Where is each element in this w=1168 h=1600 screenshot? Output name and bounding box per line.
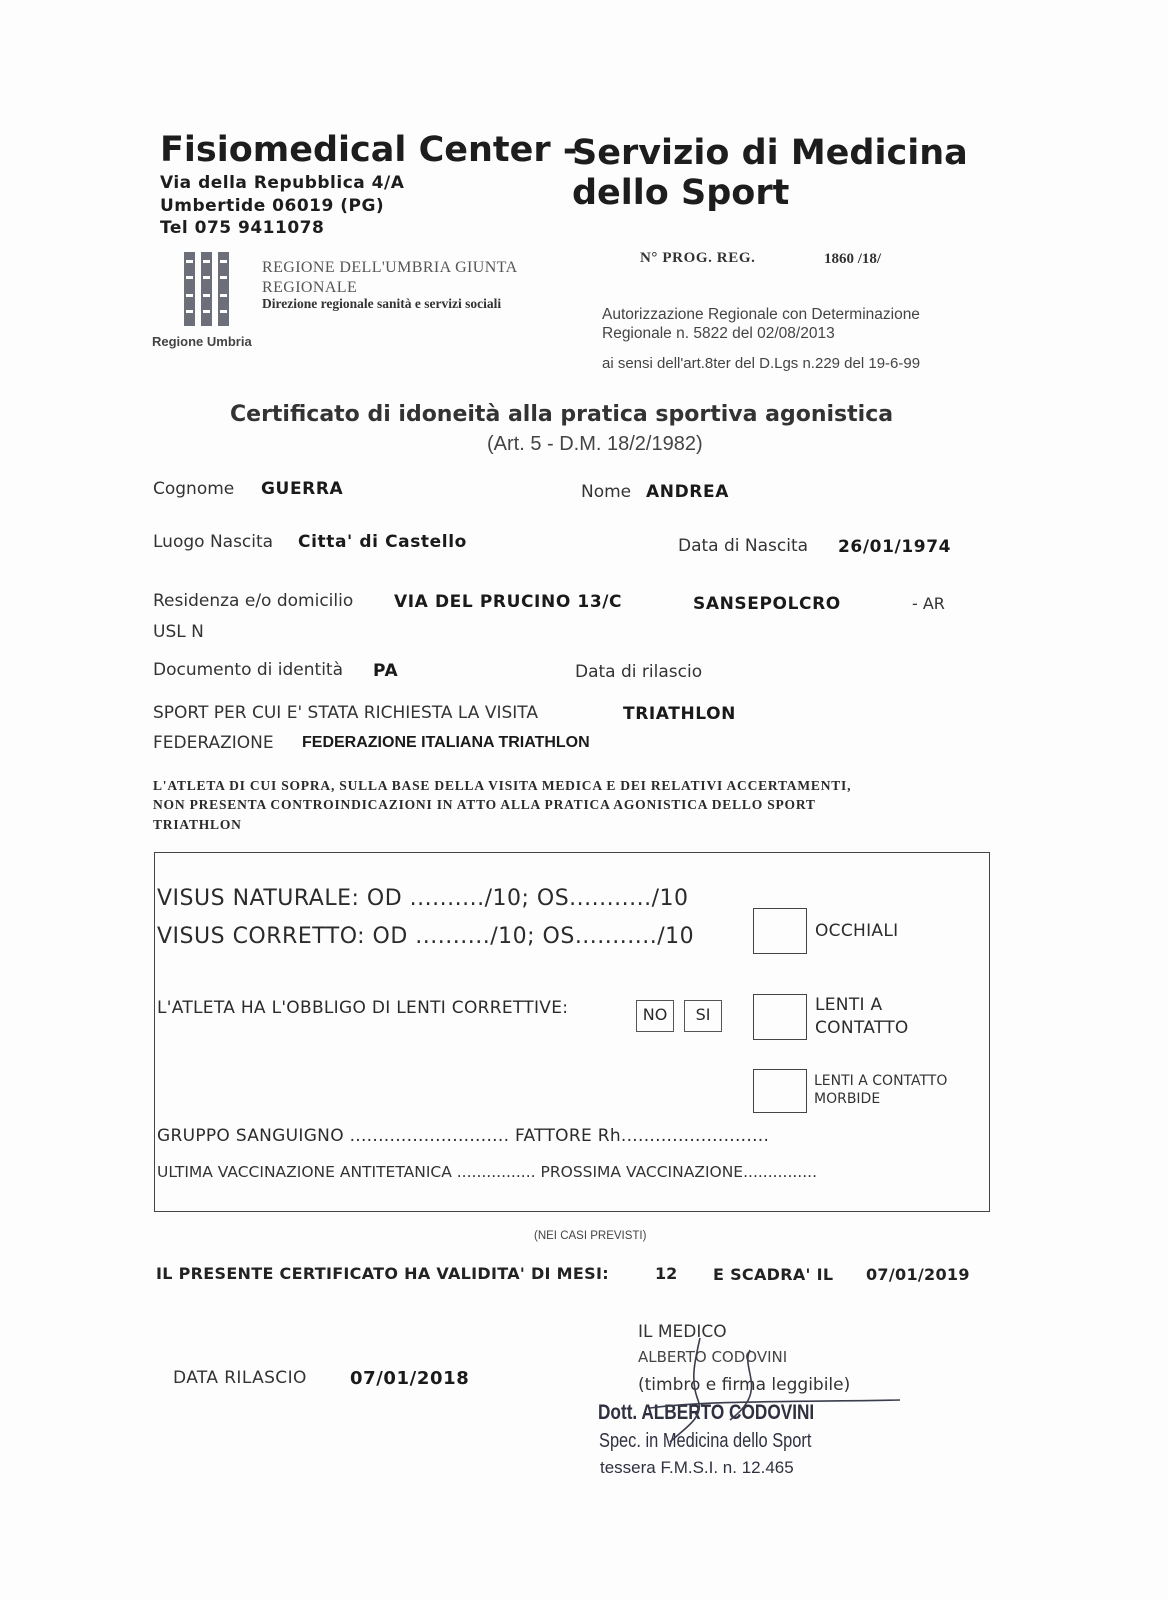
contact-lenses-label-1: LENTI A <box>815 995 883 1015</box>
certificate-title: Certificato di idoneità alla pratica sportiva agonistica <box>230 402 894 427</box>
birthdate-value: 26/01/1974 <box>838 537 952 557</box>
service-title-line1: Servizio di Medicina <box>572 133 968 173</box>
name-label: Nome <box>581 482 632 502</box>
visus-natural: VISUS NATURALE: OD ........../10; OS.........../10 <box>157 886 689 911</box>
glasses-label: OCCHIALI <box>815 921 899 941</box>
region-line1: REGIONE DELL'UMBRIA GIUNTA <box>262 259 518 276</box>
soft-lenses-label-1: LENTI A CONTATTO <box>814 1073 948 1089</box>
statement-line3: TRIATHLON <box>153 817 242 832</box>
stamp-line3: tessera F.M.S.I. n. 12.465 <box>600 1458 794 1477</box>
certificate-subtitle: (Art. 5 - D.M. 18/2/1982) <box>487 433 703 455</box>
residence-address: VIA DEL PRUCINO 13/C <box>394 592 623 612</box>
authorization-line1: Autorizzazione Regionale con Determinazione <box>602 306 920 323</box>
service-title-line2: dello Sport <box>572 173 790 213</box>
region-line3: Direzione regionale sanità e servizi sociali <box>262 296 502 311</box>
statement-line2: NON PRESENTA CONTROINDICAZIONI IN ATTO ALLA PRATICA AGONISTICA DELLO SPORT <box>153 797 816 812</box>
blood-group: GRUPPO SANGUIGNO ............................ FATTORE Rh.......................... <box>157 1126 770 1146</box>
stamp-label: (timbro e firma leggibile) <box>638 1375 851 1395</box>
surname-value: GUERRA <box>261 479 344 499</box>
residence-city: SANSEPOLCRO <box>693 594 841 614</box>
center-name: Fisiomedical Center - <box>160 130 578 170</box>
release-label: DATA RILASCIO <box>173 1368 307 1388</box>
validity-label: IL PRESENTE CERTIFICATO HA VALIDITA' DI MESI: <box>156 1264 609 1283</box>
contact-lenses-label-2: CONTATTO <box>815 1018 909 1038</box>
residence-province: - AR <box>912 594 945 613</box>
region-line2: REGIONALE <box>262 279 358 296</box>
contact-lenses-checkbox[interactable] <box>753 994 807 1040</box>
federation-value: FEDERAZIONE ITALIANA TRIATHLON <box>302 734 590 751</box>
authorization-line2: Regionale n. 5822 del 02/08/2013 <box>602 325 835 342</box>
residence-label: Residenza e/o domicilio <box>153 591 354 611</box>
doctor-label: IL MEDICO <box>638 1322 727 1342</box>
lenses-question: L'ATLETA HA L'OBBLIGO DI LENTI CORRETTIVE: <box>157 998 569 1018</box>
stamp-line2: Spec. in Medicina dello Sport <box>599 1430 812 1452</box>
lenses-yes-option[interactable]: SI <box>684 1000 722 1032</box>
document-label: Documento di identità <box>153 660 344 680</box>
surname-label: Cognome <box>153 479 235 499</box>
authorization-line3: ai sensi dell'art.8ter del D.Lgs n.229 del 19-6-99 <box>602 355 921 372</box>
phone: Tel 075 9411078 <box>160 218 325 238</box>
sport-label: SPORT PER CUI E' STATA RICHIESTA LA VISITA <box>153 703 538 723</box>
doctor-name: ALBERTO CODOVINI <box>638 1348 788 1366</box>
visus-corrected: VISUS CORRETTO: OD ........../10; OS.........../10 <box>157 924 695 949</box>
logo-caption: Regione Umbria <box>152 334 252 349</box>
stamp-line1: Dott. ALBERTO CODOVINI <box>598 1401 815 1424</box>
signature-icon <box>590 1330 910 1454</box>
document-value: PA <box>373 661 399 681</box>
federation-label: FEDERAZIONE <box>153 733 274 753</box>
vaccination: ULTIMA VACCINAZIONE ANTITETANICA ................ PROSSIMA VACCINAZIONE............... <box>157 1163 818 1181</box>
release-date: 07/01/2018 <box>350 1368 470 1389</box>
soft-lenses-checkbox[interactable] <box>753 1069 807 1113</box>
name-value: ANDREA <box>646 482 729 502</box>
validity-months: 12 <box>655 1264 678 1283</box>
soft-lenses-label-2: MORBIDE <box>814 1091 881 1107</box>
birthplace-value: Citta' di Castello <box>298 532 467 552</box>
birthdate-label: Data di Nascita <box>678 536 809 556</box>
sport-value: TRIATHLON <box>623 704 736 724</box>
lenses-no-option[interactable]: NO <box>636 1000 674 1032</box>
expiry-label: E SCADRA' IL <box>713 1265 834 1284</box>
address-line1: Via della Repubblica 4/A <box>160 173 405 193</box>
registration-label: N° PROG. REG. <box>640 250 756 266</box>
regione-umbria-logo-icon <box>182 250 232 334</box>
registration-number: 1860 /18/ <box>824 251 882 267</box>
release-date-label: Data di rilascio <box>575 662 703 682</box>
expiry-date: 07/01/2019 <box>866 1265 970 1284</box>
glasses-checkbox[interactable] <box>753 908 807 954</box>
cases-note: (NEI CASI PREVISTI) <box>534 1230 647 1242</box>
statement-line1: L'ATLETA DI CUI SOPRA, SULLA BASE DELLA VISITA MEDICA E DEI RELATIVI ACCERTAMENTI, <box>153 778 852 793</box>
address-line2: Umbertide 06019 (PG) <box>160 196 385 216</box>
birthplace-label: Luogo Nascita <box>153 532 274 552</box>
usl-label: USL N <box>153 622 204 642</box>
